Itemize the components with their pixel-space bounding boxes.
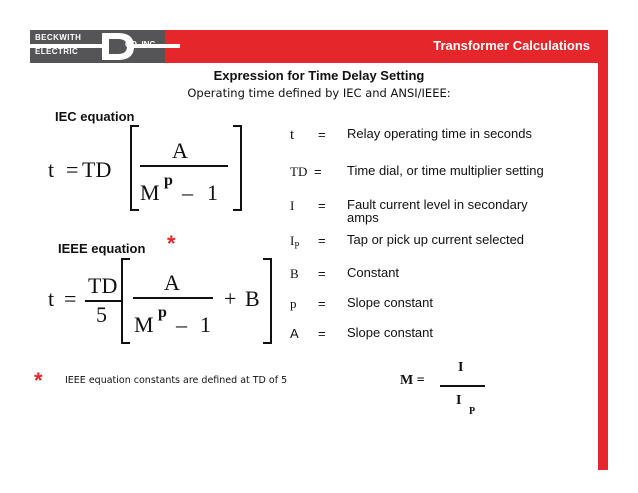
iec-lhs-t: t — [48, 157, 55, 182]
legend-equals: = — [318, 266, 326, 281]
ieee-equation-label: IEEE equation — [58, 241, 146, 256]
ieee-five: 5 — [96, 302, 107, 327]
ieee-fraction-line — [133, 297, 213, 299]
legend-equals: = — [318, 233, 326, 248]
page-title: Expression for Time Delay Setting — [213, 68, 425, 83]
legend-definition-b: Constant — [347, 265, 400, 280]
iec-right-bracket — [233, 125, 242, 211]
legend-symbol-i: I — [290, 198, 295, 213]
ieee-left-bracket — [121, 258, 130, 344]
iec-left-bracket — [130, 125, 139, 211]
logo-text-electric: ELECTRIC — [35, 47, 79, 56]
iec-equation-label: IEC equation — [55, 109, 135, 124]
ieee-b: B — [245, 286, 260, 311]
ieee-base-m: M — [134, 312, 154, 337]
ieee-numerator: A — [164, 270, 180, 295]
iec-numerator: A — [172, 138, 188, 163]
iec-base-m: M — [140, 180, 160, 205]
ieee-minus: – — [176, 312, 187, 337]
legend-symbol-ip: $I_P$ — [290, 233, 300, 251]
m-formula-denominator-subscript: P — [469, 406, 476, 417]
header-title: Transformer Calculations — [433, 38, 590, 53]
ieee-equals: = — [64, 286, 77, 311]
ieee-td: TD — [88, 273, 118, 298]
m-formula-lhs: M = — [400, 373, 425, 388]
legend-definition-ip: Tap or pick up current selected — [347, 232, 525, 247]
iec-minus: – — [182, 180, 193, 205]
legend-equals: = — [318, 296, 326, 311]
footnote-text: IEEE equation constants are defined at TD of 5 — [65, 375, 288, 386]
legend-definition-p: Slope constant — [347, 295, 434, 310]
m-formula-numerator: I — [458, 360, 464, 375]
legend-definition-a: Slope constant — [347, 325, 434, 340]
m-formula-fraction-line — [440, 385, 485, 387]
page-subtitle: Operating time defined by IEC and ANSI/IEEE: — [187, 86, 451, 100]
iec-td: TD — [82, 157, 112, 182]
legend-symbol-p: p — [290, 296, 297, 311]
legend-symbol-t: t — [290, 127, 295, 143]
footnote-asterisk: * — [34, 368, 43, 393]
m-formula-denominator: I — [456, 393, 462, 408]
iec-one: 1 — [207, 180, 218, 205]
ieee-one: 1 — [200, 312, 211, 337]
iec-fraction-line — [140, 165, 228, 167]
ieee-exponent: p — [158, 304, 167, 321]
legend-symbol-b: B — [290, 266, 299, 281]
legend-equals: = — [314, 164, 322, 179]
legend-symbol-a: A — [290, 326, 299, 341]
logo-text-beckwith: BECKWITH — [35, 33, 82, 42]
ieee-right-bracket — [263, 258, 272, 344]
iec-exponent: p — [164, 172, 173, 189]
legend-definition-t: Relay operating time in seconds — [347, 126, 532, 141]
ieee-plus: + — [224, 286, 237, 311]
legend-equals: = — [318, 326, 326, 341]
legend-symbol-td: TD — [290, 164, 308, 179]
ieee-lhs-t: t — [48, 286, 55, 311]
ieee-asterisk: * — [167, 231, 176, 256]
legend-equals: = — [318, 198, 326, 213]
legend-definition-i: Fault current level in secondary amps — [347, 197, 528, 225]
legend-definition-td: Time dial, or time multiplier setting — [347, 163, 544, 178]
logo-text-co-inc: CO. INC. — [125, 40, 158, 49]
iec-equals: = — [66, 157, 79, 182]
legend-equals: = — [318, 127, 326, 142]
